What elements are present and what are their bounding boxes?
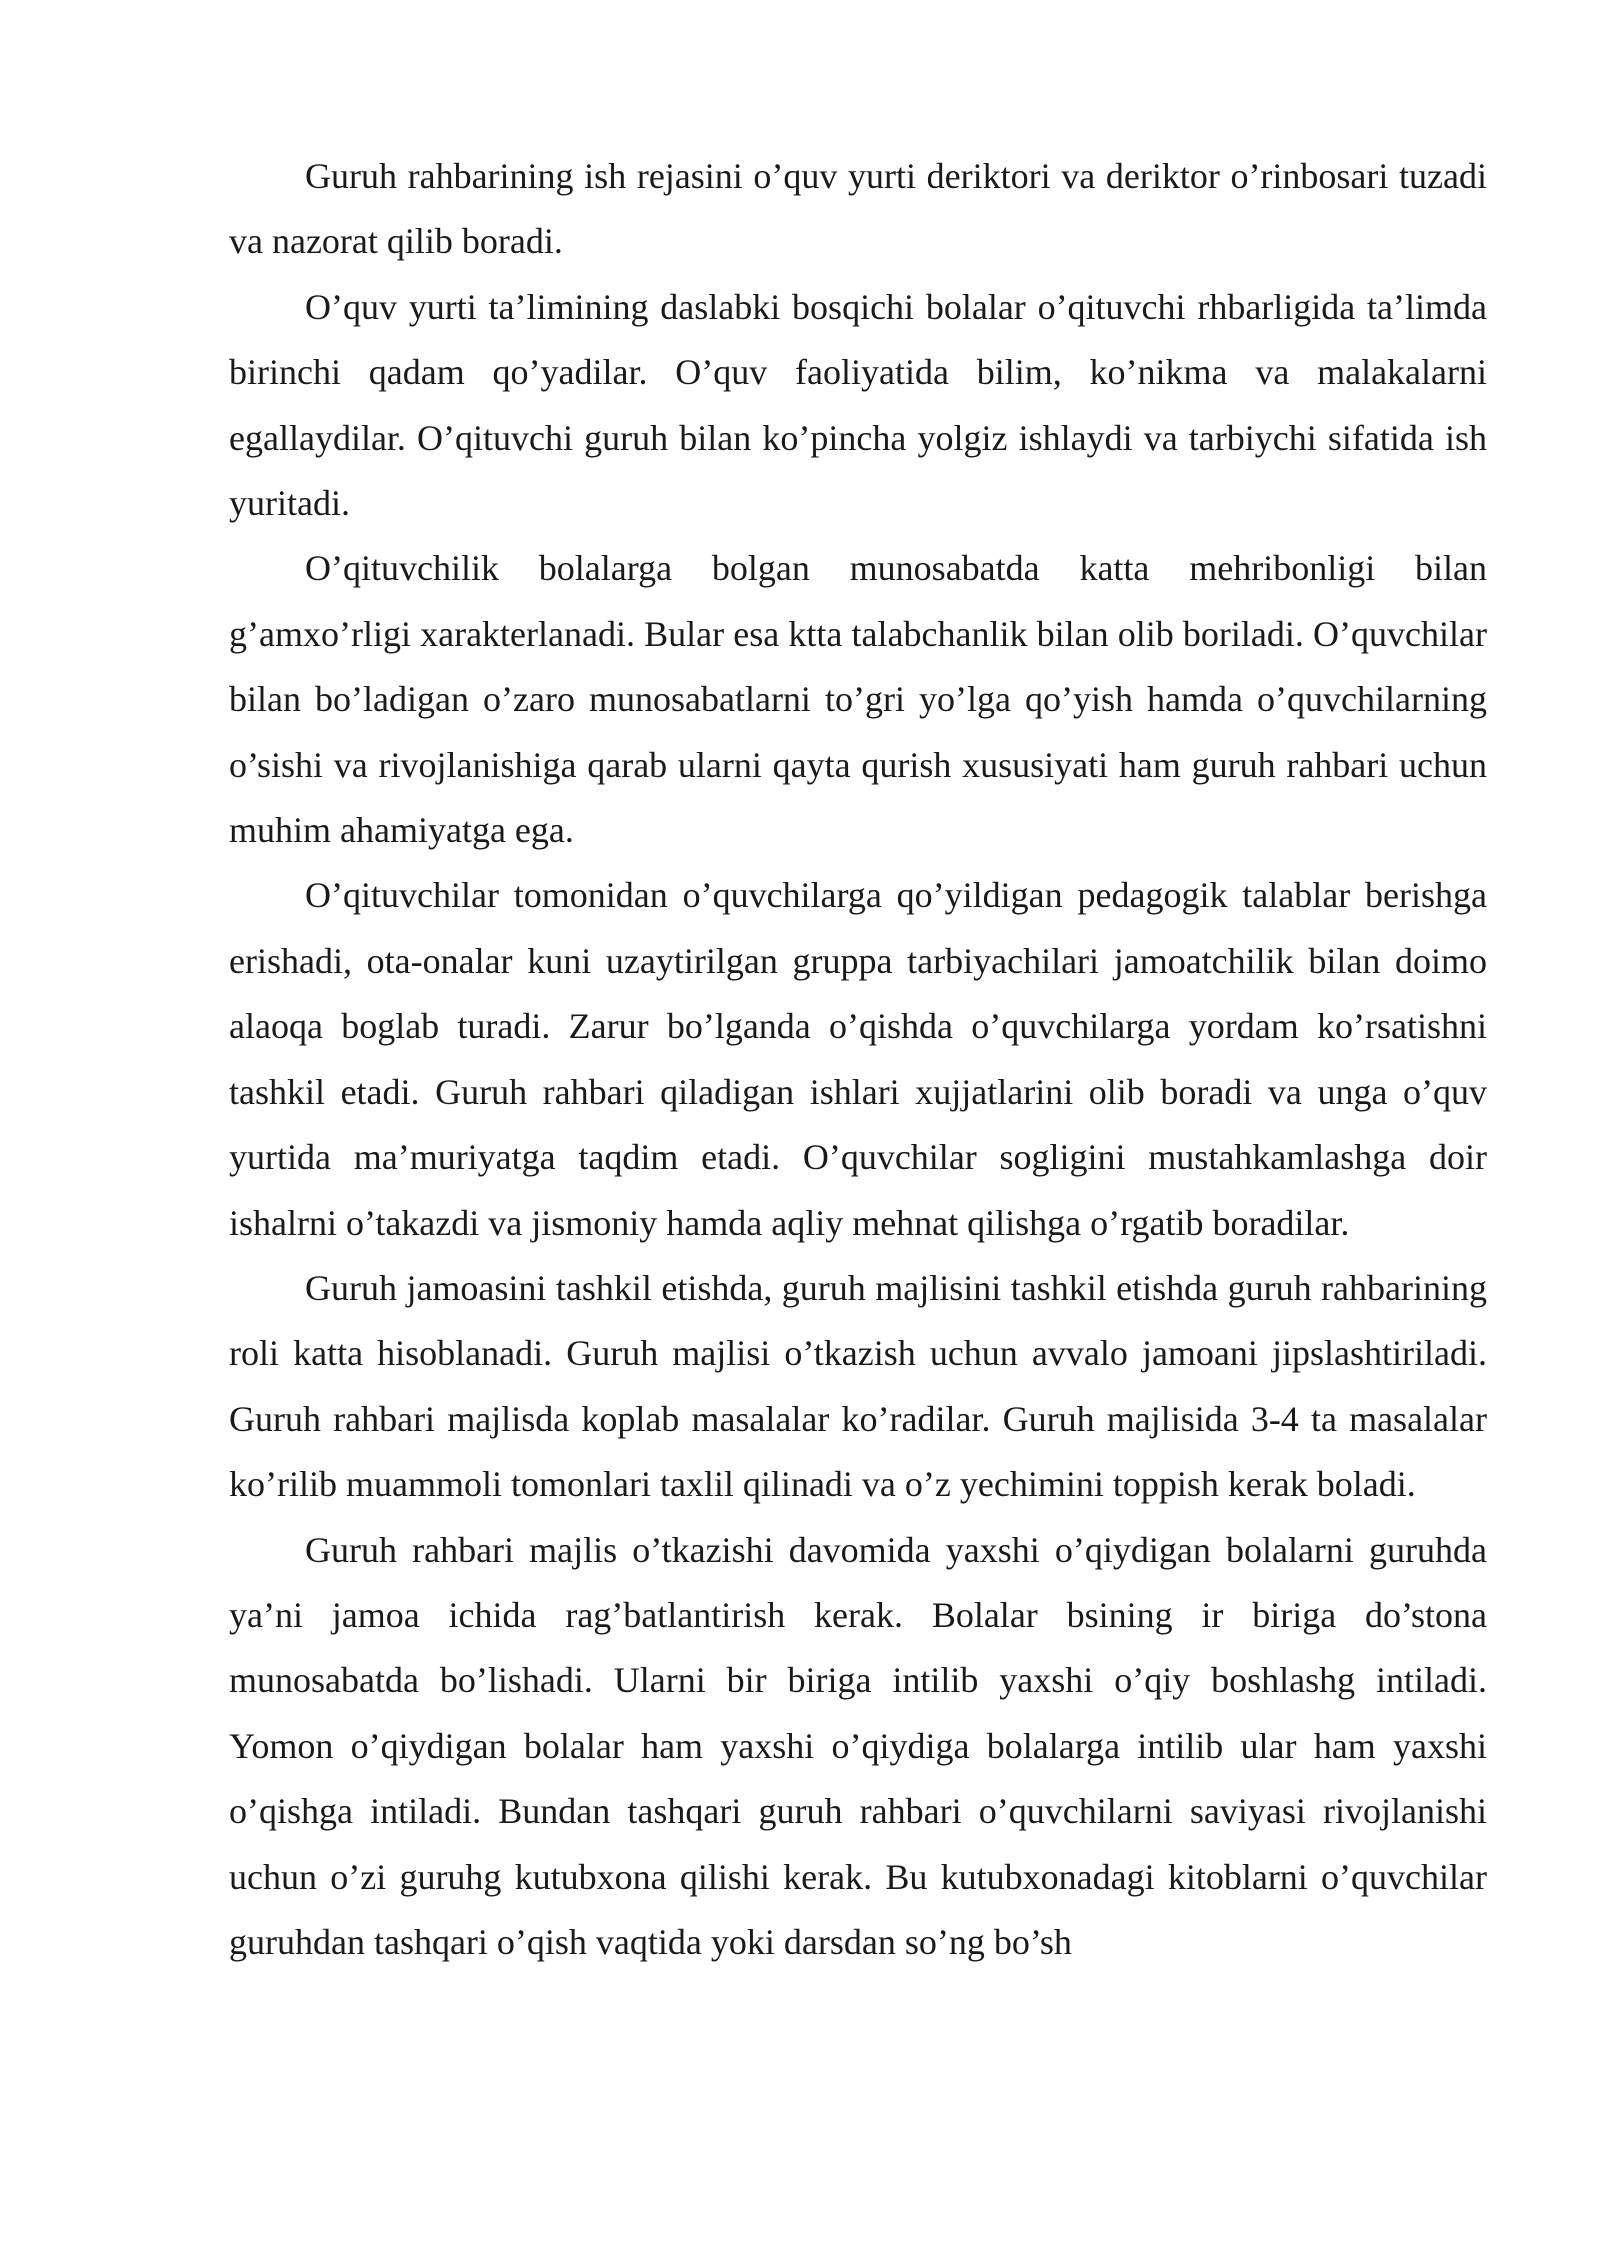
paragraph-4: O’qituvchilar tomonidan o’quvchilarga qo’yildigan pedagogik talablar berishga erishadi, ota-onalar kuni uzaytirilgan gruppa tarbiyachilari jamoatchilik bilan doimo alaoqa boglab turadi. Zarur bo’lganda o’qishda o’quvchilarga yordam ko’rsatishni tashkil etadi. Guruh rahbari qiladigan ishlari xujjatlarini olib boradi va unga o’quv yurtida ma’muriyatga taqdim etadi. O’quvchilar sogligini mustahkamlashga doir ishalrni o’takazdi va jismoniy hamda aqliy mehnat qilishga o’rgatib boradilar. (229, 875, 1487, 1243)
paragraph-3: O’qituvchilik bolalarga bolgan munosabatda katta mehribonligi bilan g’amxo’rligi xarakterlanadi. Bular esa ktta talabchanlik bilan olib boriladi. O’quvchilar bilan bo’ladigan o’zaro munosabatlarni to’gri yo’lga qo’yish hamda o’quvchilarning o’sishi va rivojlanishiga qarab ularni qayta qurish xususiyati ham guruh rahbari uchun muhim ahamiyatga ega. (229, 548, 1487, 851)
paragraph-1: Guruh rahbarining ish rejasini o’quv yurti deriktori va deriktor o’rinbosari tuzadi va nazorat qilib boradi. (229, 156, 1487, 262)
document-body (229, 144, 1487, 1975)
paragraph-5: Guruh jamoasini tashkil etishda, guruh majlisini tashkil etishda guruh rahbarining roli katta hisoblanadi. Guruh majlisi o’tkazish uchun avvalo jamoani jipslashtiriladi. Guruh rahbari majlisda koplab masalalar ko’radilar. Guruh majlisida 3-4 ta masalalar ko’rilib muammoli tomonlari taxlil qilinadi va o’z yechimini toppish kerak boladi. (229, 1267, 1487, 1505)
paragraph-2: O’quv yurti ta’limining daslabki bosqichi bolalar o’qituvchi rhbarligida ta’limda birinchi qadam qo’yadilar. O’quv faoliyatida bilim, ko’nikma va malakalarni egallaydilar. O’qituvchi guruh bilan ko’pincha yolgiz ishlaydi va tarbiychi sifatida ish yuritadi. (229, 286, 1487, 524)
paragraph-6: Guruh rahbari majlis o’tkazishi davomida yaxshi o’qiydigan bolalarni guruhda ya’ni jamoa ichida rag’batlantirish kerak. Bolalar bsining ir biriga do’stona munosabatda bo’lishadi. Ularni bir biriga intilib yaxshi o’qiy boshlashg intiladi. Yomon o’qiydigan bolalar ham yaxshi o’qiydiga bolalarga intilib ular ham yaxshi o’qishga intiladi. Bundan tashqari guruh rahbari o’quvchilarni saviyasi rivojlanishi uchun o’zi guruhg kutubxona qilishi kerak. Bu kutubxonadagi kitoblarni o’quvchilar guruhdan tashqari o’qish vaqtida yoki darsdan so’ng bo’sh (229, 1529, 1487, 1962)
